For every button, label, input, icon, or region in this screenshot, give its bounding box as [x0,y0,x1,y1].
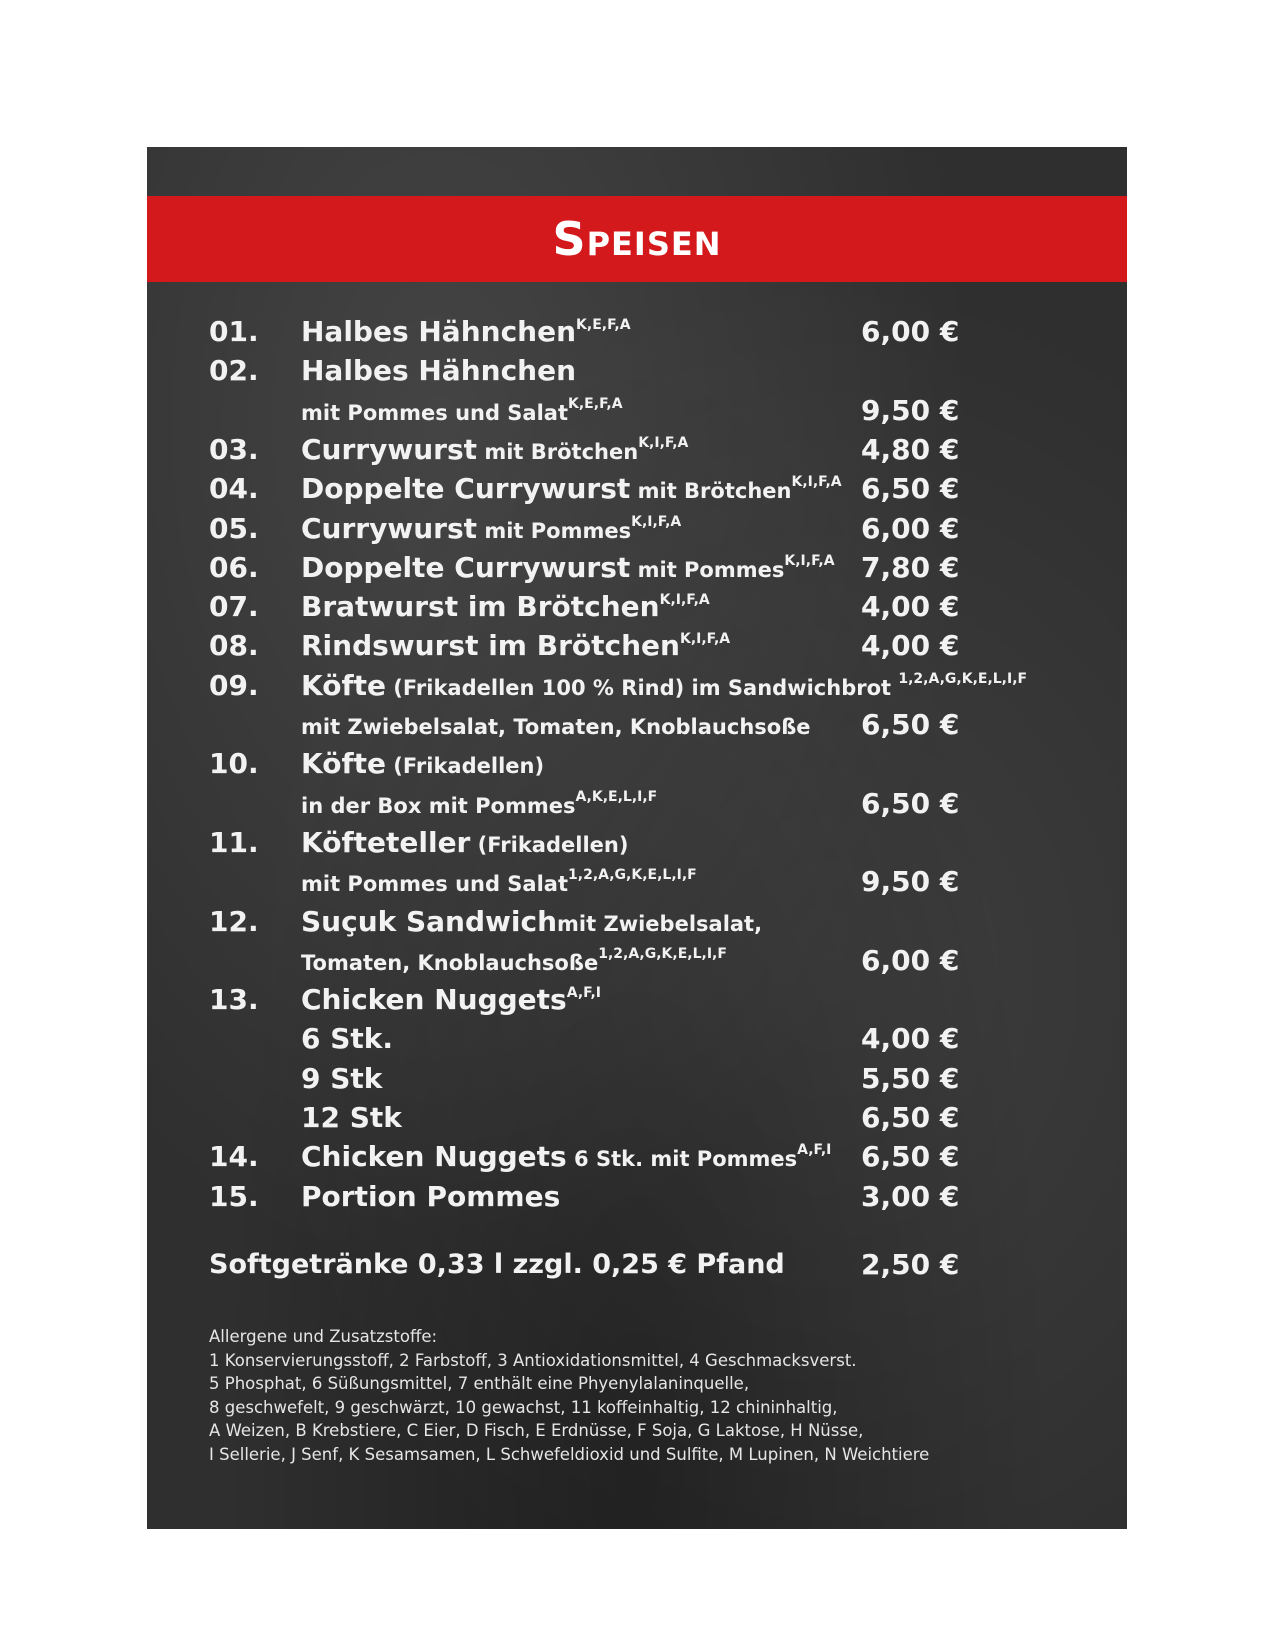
item-description: mit Pommes [630,557,785,582]
menu-item-row [147,744,1127,784]
item-description: mit Zwiebelsalat, [557,911,763,936]
item-title: Portion Pommes [301,1179,561,1213]
allergen-line: 8 geschwefelt, 9 geschwärzt, 10 gewachst, 11 koffeinhaltig, 12 chininhaltig, [209,1397,838,1417]
item-name [301,744,544,786]
allergen-notes [209,1325,1109,1466]
menu-item-row [147,469,1127,509]
item-name [301,626,730,668]
item-name [301,862,697,904]
item-name [301,391,623,433]
allergen-codes: 1,2,A,G,K,E,L,I,F [568,867,697,884]
item-name [301,666,1027,708]
item-price: 6,50 € [861,786,960,820]
item-price: 5,50 € [861,1061,960,1095]
menu-item-row [147,430,1127,470]
item-name [301,823,628,865]
item-price: 6,50 € [861,472,960,506]
allergen-codes: A,K,E,L,I,F [575,788,658,805]
drink-label: Softgetränke 0,33 l zzgl. 0,25 € Pfand [209,1249,785,1280]
item-title: Köfte [301,747,386,781]
item-title: Halbes Hähnchen [301,354,577,388]
menu-item-row [147,351,1127,391]
item-title: Chicken Nuggets [301,1140,567,1174]
item-number: 14. [209,1140,259,1174]
menu-item-row [147,705,1127,745]
item-price: 6,50 € [861,1140,960,1174]
item-description: in der Box mit Pommes [301,793,576,818]
item-name [301,902,762,944]
item-name [301,784,657,826]
item-title: Currywurst [301,511,478,545]
item-description: mit Zwiebelsalat, Tomaten, Knoblauchsoße [301,715,811,739]
menu-item-row [147,902,1127,942]
allergen-codes: K,I,F,A [631,513,682,530]
item-description: (Frikadellen) [386,754,545,779]
item-price: 4,00 € [861,590,960,624]
page-title: Speisen [552,212,722,266]
item-title: Currywurst [301,432,478,466]
allergen-codes: A,F,I [797,1142,832,1159]
item-number: 06. [209,550,259,584]
allergen-codes: K,E,F,A [568,395,623,412]
menu-item-row [147,823,1127,863]
item-number: 08. [209,629,259,663]
allergen-line: 1 Konservierungsstoff, 2 Farbstoff, 3 Antioxidationsmittel, 4 Geschmacksverst. [209,1350,857,1370]
item-number: 05. [209,511,259,545]
allergen-heading: Allergene und Zusatzstoffe: [209,1327,438,1346]
item-number: 13. [209,983,259,1017]
allergen-codes: K,I,F,A [791,474,842,491]
item-number: 03. [209,432,259,466]
menu-item-row [147,941,1127,981]
allergen-line: 5 Phosphat, 6 Süßungsmittel, 7 enthält eine Phyenylalaninquelle, [209,1374,750,1393]
item-number: 04. [209,472,259,506]
item-title: Suçuk Sandwich [301,904,558,938]
menu-item-row [147,391,1127,431]
item-number: 01. [209,315,259,348]
menu-item-row [147,862,1127,902]
item-name [301,1177,560,1219]
item-title: Halbes Hähnchen [301,315,577,348]
item-number: 02. [209,354,259,388]
item-number: 07. [209,590,259,624]
item-title: 6 Stk. [301,1022,394,1056]
allergen-codes: 1,2,A,G,K,E,L,I,F [598,945,727,962]
item-price: 6,50 € [861,1101,960,1134]
allergen-codes: K,E,F,A [576,317,631,333]
menu-board [147,147,1127,1529]
allergen-codes: A,F,I [566,985,601,1002]
item-title: Bratwurst im Brötchen [301,590,660,624]
item-name [301,509,681,551]
allergen-line: A Weizen, B Krebstiere, C Eier, D Fisch, E Erdnüsse, F Soja, G Laktose, H Nüsse, [209,1421,864,1440]
item-title: Rindswurst im Brötchen [301,629,680,663]
menu-item-row [147,980,1127,1020]
item-description: (Frikadellen 100 % Rind) im Sandwichbrot [386,675,899,700]
item-name [301,980,601,1022]
item-description: mit Brötchen [477,439,639,464]
item-name [301,1059,382,1101]
allergen-line: I Sellerie, J Senf, K Sesamsamen, L Schwefeldioxid und Sulfite, M Lupinen, N Weichtiere [209,1444,930,1464]
item-number: 12. [209,904,259,938]
title-banner [147,196,1127,282]
item-price: 9,50 € [861,393,960,427]
menu-item-row [147,784,1127,824]
item-title: Köfte [301,668,386,702]
menu-item-row [147,1137,1127,1177]
item-name [301,548,835,590]
item-description: Tomaten, Knoblauchsoße [301,950,599,975]
item-name [301,312,631,354]
item-name [301,351,576,393]
item-price: 6,00 € [861,315,960,348]
item-price: 4,00 € [861,629,960,663]
item-price: 4,80 € [861,432,960,466]
menu-item-row [147,587,1127,627]
item-price: 6,00 € [861,511,960,545]
allergen-codes: 1,2,A,G,K,E,L,I,F [898,670,1028,687]
drink-price: 2,50 € [861,1248,960,1281]
menu-item-row [147,548,1127,588]
item-number: 11. [209,825,259,859]
item-name [301,941,727,983]
item-title: Köfteteller [301,825,471,859]
item-description: 6 Stk. mit Pommes [566,1147,798,1172]
item-name [301,1098,402,1140]
item-name [301,430,688,472]
item-description: mit Pommes und Salat [301,400,569,425]
menu-item-row [147,312,1127,352]
item-price: 7,80 € [861,550,960,584]
item-name [301,469,842,511]
allergen-codes: K,I,F,A [638,434,689,451]
allergen-codes: K,I,F,A [659,592,710,609]
menu-item-row [147,1177,1127,1217]
menu-item-row [147,626,1127,666]
item-price: 3,00 € [861,1179,960,1213]
item-price: 6,50 € [861,708,960,741]
item-name [301,1019,393,1061]
item-price: 6,00 € [861,943,960,977]
menu-item-row [147,1098,1127,1138]
item-title: 9 Stk [301,1061,383,1095]
item-price: 9,50 € [861,865,960,899]
item-title: Chicken Nuggets [301,983,567,1017]
item-number: 10. [209,747,259,781]
item-description: (Frikadellen) [470,832,629,857]
menu-item-row [147,509,1127,549]
item-number: 15. [209,1179,259,1213]
allergen-codes: K,I,F,A [784,552,835,569]
item-description: mit Pommes [477,518,632,543]
item-name [301,587,710,629]
drink-row [147,1245,1127,1285]
item-description: mit Pommes und Salat [301,872,569,897]
item-description: mit Brötchen [630,479,792,504]
menu-item-row [147,1019,1127,1059]
item-title: Doppelte Currywurst [301,472,631,506]
menu-item-row [147,1059,1127,1099]
item-price: 4,00 € [861,1022,960,1056]
item-name [301,1137,831,1179]
item-name [301,705,811,747]
item-title: 12 Stk [301,1101,402,1134]
allergen-codes: K,I,F,A [679,631,731,648]
menu-item-row [147,666,1127,706]
item-number: 09. [209,668,259,702]
item-title: Doppelte Currywurst [301,550,631,584]
